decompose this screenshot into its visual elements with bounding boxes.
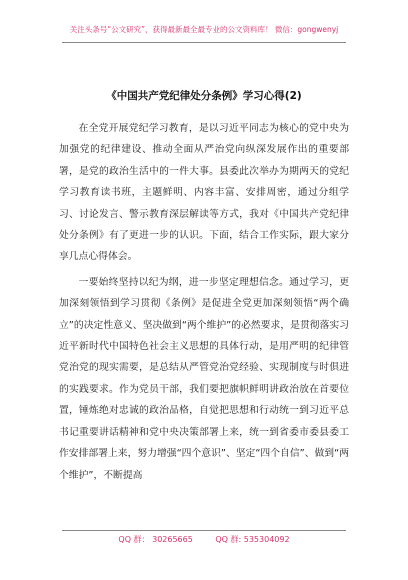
footer-contacts [0, 534, 408, 545]
promo-banner: 关注头条号“公文研究”，获得最新最全最专业的公文资料库！ 微信：gongwenyj [69, 25, 339, 34]
footer-qq-group-1: QQ 群： 30265665 [118, 535, 193, 544]
paragraph-point-one: 一要始终坚持以纪为纲，进一步坚定理想信念。通过学习，更加深刻领悟到学习贯彻《条例》是促进全党更加深刻领悟“两个确立”的决定性意义、坚决做到“两个维护”的必然要求，是贯彻落实习近平新时代中国特色社会主义思想的具体行动，是用严明的纪律管党治党的现实需要，是总结从严管党治党经验、实现制度与时俱进的实践要求。作为党员干部，我们要把旗帜鲜明讲政治放在首要位置，锤炼绝对忠诚的政治品格，自觉把思想和行动统一到习近平总书记重要讲话精神和党中央决策部署上来，统一到省委市委县委工作安排部署上来，努力增强“四个意识”、坚定“四个自信”、做到“两个维护”，不断提高 [59, 276, 349, 481]
paragraph-intro: 在全党开展党纪学习教育，是以习近平同志为核心的党中央为加强党的纪律建设、推动全面从严治党向纵深发展作出的重要部署，是党的政治生活中的一件大事。县委此次举办为期两天的党纪学习教育读书班，主题鲜明、内容丰富、安排周密，通过分组学习、讨论发言、警示教育深层解读等方式，我对《中国共产党纪律处分条例》有了更进一步的认识。下面，结合工作实际，跟大家分享几点心得体会。 [59, 123, 349, 263]
header-divider [62, 42, 346, 43]
document-body [59, 118, 349, 490]
footer-divider [62, 530, 346, 531]
document-title: 《中国共产党纪律处分条例》学习心得(2) [106, 90, 302, 102]
footer-qq-group-2: QQ 群: 535304092 [215, 535, 290, 544]
